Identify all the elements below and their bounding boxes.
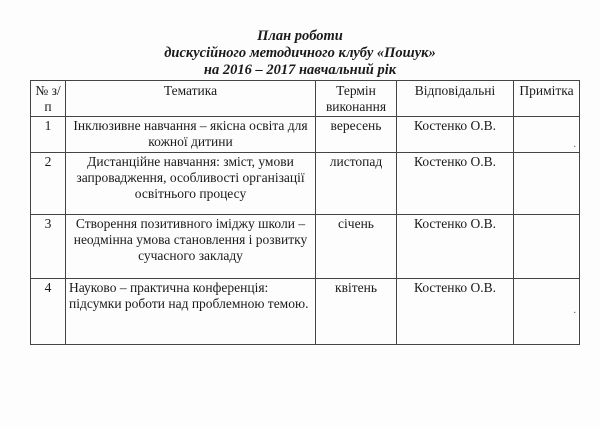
table-row	[31, 215, 580, 279]
row-topic: Дистанційне навчання: зміст, умови запровадження, особливості організації освітнього процесу	[66, 153, 316, 215]
row-note	[514, 215, 580, 279]
row-note	[514, 117, 580, 153]
table-row	[31, 117, 580, 153]
table-row	[31, 153, 580, 215]
row-note-mark: .	[573, 305, 576, 316]
row-term: квітень	[316, 279, 397, 345]
row-topic: Науково – практична конференція: підсумки роботи над проблемною темою.	[66, 279, 316, 345]
row-responsible: Костенко О.В.	[397, 215, 514, 279]
row-num: 1	[31, 117, 66, 153]
plan-table	[30, 80, 580, 345]
table-row	[31, 279, 580, 345]
header-note: Примітка	[514, 81, 580, 117]
row-num: 2	[31, 153, 66, 215]
table-header-row	[31, 81, 580, 117]
row-num: 4	[31, 279, 66, 345]
row-responsible: Костенко О.В.	[397, 117, 514, 153]
row-note-mark: .	[573, 139, 576, 150]
row-note	[514, 279, 580, 345]
header-term: Термін виконання	[316, 81, 397, 117]
document-title: План роботи	[257, 28, 343, 44]
row-responsible: Костенко О.В.	[397, 279, 514, 345]
header-topic: Тематика	[66, 81, 316, 117]
document-period: на 2016 – 2017 навчальний рік	[203, 62, 397, 78]
header-responsible: Відповідальні	[397, 81, 514, 117]
row-term: січень	[316, 215, 397, 279]
row-term: вересень	[316, 117, 397, 153]
header-num: № з/п	[31, 81, 66, 117]
row-topic: Інклюзивне навчання – якісна освіта для кожної дитини	[66, 117, 316, 153]
document-subtitle: дискусійного методичного клубу «Пошук»	[164, 45, 436, 61]
row-num: 3	[31, 215, 66, 279]
row-term: листопад	[316, 153, 397, 215]
row-topic: Створення позитивного іміджу школи – неодмінна умова становлення і розвитку сучасного закладу	[66, 215, 316, 279]
row-responsible: Костенко О.В.	[397, 153, 514, 215]
row-note	[514, 153, 580, 215]
